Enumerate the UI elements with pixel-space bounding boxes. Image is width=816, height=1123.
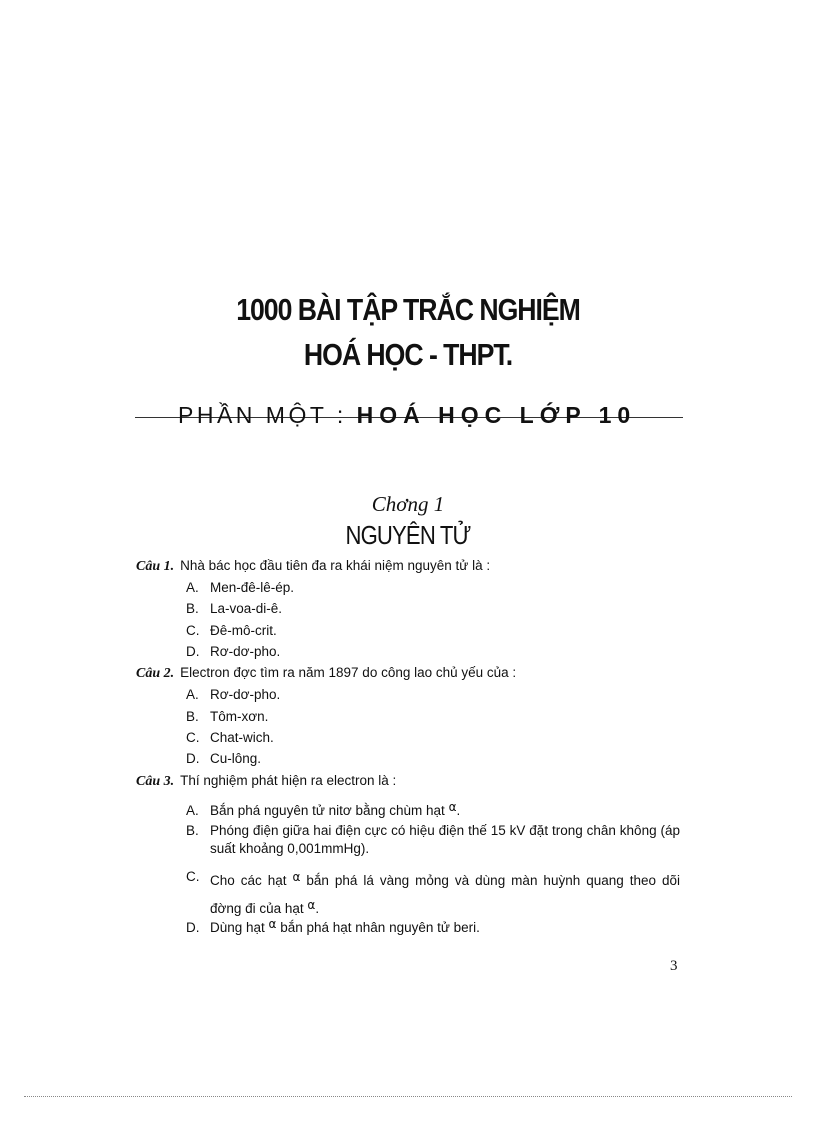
question-text: Electron đợc tìm ra năm 1897 do công lao chủ yếu của : — [180, 665, 517, 680]
question-text: Nhà bác học đầu tiên đa ra khái niệm nguyên tử là : — [180, 558, 491, 573]
alpha-symbol: α — [448, 800, 457, 814]
question-2-option-d: D. Cu-lông. — [186, 751, 262, 766]
part-heading — [178, 402, 636, 429]
question-1 — [136, 558, 490, 575]
question-1-option-a: A. Men-đê-lê-ép. — [186, 580, 295, 595]
question-2 — [136, 665, 516, 682]
part-subject: HOÁ HỌC LỚP 10 — [356, 402, 637, 428]
question-3-option-b: B. Phóng điện giữa hai điện cực có hiệu điện thế 15 kV đặt trong chân không (áp suất khoảng 0,001mmHg). — [186, 823, 680, 856]
alpha-symbol: α — [292, 870, 301, 884]
question-1-option-d: D. Rơ-dơ-pho. — [186, 644, 281, 659]
part-prefix: PHẦN MỘT : — [178, 402, 347, 428]
question-text: Thí nghiệm phát hiện ra electron là : — [180, 773, 397, 788]
chapter-label: Chơng 1 — [371, 492, 445, 516]
book-title-line2: HOÁ HỌC - THPT. — [303, 337, 513, 372]
question-label: Câu 3. — [136, 774, 175, 789]
question-2-option-b: B. Tôm-xơn. — [186, 709, 269, 724]
alpha-symbol: α — [307, 898, 316, 912]
book-title-line1: 1000 BÀI TẬP TRẮC NGHIỆM — [236, 292, 580, 327]
question-1-option-b: B. La-voa-di-ê. — [186, 601, 283, 616]
question-1-option-c: C. Đê-mô-crit. — [186, 623, 277, 638]
question-2-option-c: C. Chat-wich. — [186, 730, 274, 745]
question-label: Câu 2. — [136, 666, 175, 681]
chapter-title: NGUYÊN TỬ — [345, 520, 471, 550]
alpha-symbol: α — [268, 917, 277, 931]
question-3-option-d: D. Dùng hạt α bắn phá hạt nhân nguyên tử beri. — [186, 917, 480, 935]
footer-rule — [24, 1096, 792, 1097]
question-3-option-c: C. Cho các hạt α bắn phá lá vàng mỏng và dùng màn huỳnh quang theo dõi đờng đi của hạt α. — [186, 869, 680, 916]
question-label: Câu 1. — [136, 559, 175, 574]
question-2-option-a: A. Rơ-dơ-pho. — [186, 687, 281, 702]
question-3-option-a: A. Bắn phá nguyên tử nitơ bằng chùm hạt α. — [186, 800, 461, 818]
question-3 — [136, 773, 396, 790]
page-number: 3 — [670, 958, 678, 974]
